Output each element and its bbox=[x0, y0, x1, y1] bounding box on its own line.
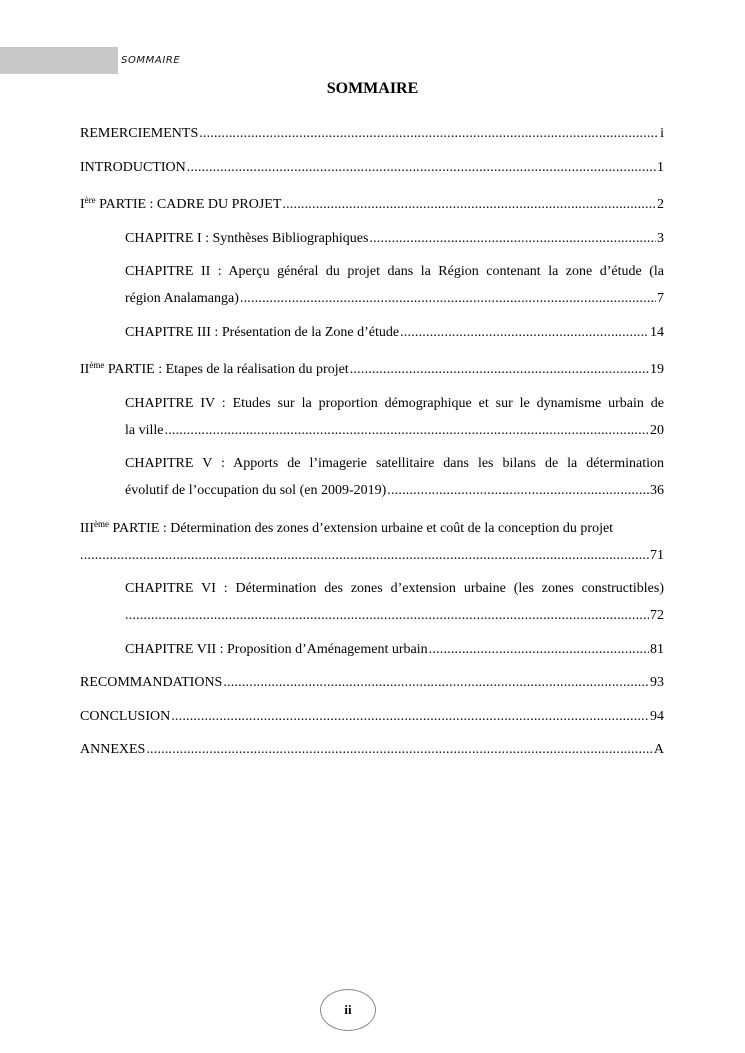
toc-entry-title bbox=[80, 511, 664, 542]
toc-entry-part1[interactable] bbox=[80, 187, 664, 218]
toc-entry-line2 bbox=[125, 477, 664, 504]
toc-page-number: 1 bbox=[657, 159, 664, 175]
toc-page-number: 93 bbox=[650, 675, 664, 690]
toc-entry-title-line2: la ville bbox=[125, 422, 164, 438]
toc-page-number: 20 bbox=[650, 422, 664, 438]
toc-leader bbox=[165, 417, 650, 444]
toc-entry-title bbox=[80, 187, 281, 218]
toc-entry-chapitre-7[interactable] bbox=[80, 636, 664, 663]
toc-page-number: 94 bbox=[650, 708, 664, 724]
part-title: PARTIE : Etapes de la réalisation du projet bbox=[104, 362, 349, 377]
toc-entry-chapitre-1[interactable] bbox=[80, 225, 664, 252]
toc-entry-title: REMERCIEMENTS bbox=[80, 126, 199, 141]
toc-entry-title-line2: région Analamanga) bbox=[125, 291, 239, 306]
toc-leader bbox=[387, 477, 649, 504]
toc-entry-title: RECOMMANDATIONS bbox=[80, 675, 223, 690]
toc-leader bbox=[240, 285, 656, 312]
toc-leader bbox=[400, 319, 649, 346]
toc-entry-title-line1: CHAPITRE II : Aperçu général du projet dans la Région contenant la zone d’étude (la bbox=[125, 264, 664, 279]
part-title: PARTIE : Détermination des zones d’extension urbaine et coût de la conception du projet bbox=[109, 520, 614, 536]
toc-leader bbox=[350, 356, 649, 383]
toc-entry-chapitre-5[interactable] bbox=[80, 450, 664, 504]
part-title: PARTIE : CADRE DU PROJET bbox=[95, 197, 282, 212]
toc-page-number: 19 bbox=[650, 362, 664, 377]
toc-entry-part3[interactable] bbox=[80, 511, 664, 569]
toc-entry-line2 bbox=[125, 285, 664, 312]
part-superscript: ème bbox=[94, 518, 109, 529]
page-title: SOMMAIRE bbox=[326, 80, 419, 97]
toc-entry-title: ANNEXES bbox=[80, 742, 146, 757]
toc-leader bbox=[171, 703, 649, 730]
header-bar bbox=[0, 47, 118, 74]
page-number: ii bbox=[320, 989, 376, 1031]
toc-page-number: A bbox=[653, 742, 664, 757]
toc-entry-chapitre-6[interactable] bbox=[80, 575, 664, 629]
toc-entry-title-line2: évolutif de l’occupation du sol (en 2009-2019) bbox=[125, 483, 387, 498]
toc-leader bbox=[80, 542, 649, 569]
part-number: III bbox=[80, 520, 94, 536]
part-number: I bbox=[80, 197, 85, 212]
toc-entry-chapitre-2[interactable] bbox=[80, 258, 664, 312]
toc-entry-annexes[interactable] bbox=[80, 736, 664, 763]
toc-page-number: 14 bbox=[650, 324, 664, 340]
toc-leader bbox=[199, 120, 659, 147]
toc-page-number: 3 bbox=[657, 230, 664, 246]
toc-leader bbox=[282, 191, 656, 218]
toc-entry-line2 bbox=[125, 417, 664, 444]
toc-entry-title-line1: CHAPITRE V : Apports de l’imagerie satellitaire dans les bilans de la détermination bbox=[125, 456, 664, 471]
toc-page-number: 2 bbox=[657, 197, 664, 212]
toc-entry-title-line1: CHAPITRE IV : Etudes sur la proportion démographique et sur le dynamisme urbain de bbox=[125, 395, 664, 411]
toc-entry-part2[interactable] bbox=[80, 352, 664, 383]
toc-leader bbox=[146, 736, 653, 763]
toc-page-number: 81 bbox=[650, 641, 664, 657]
toc-entry-line2 bbox=[80, 542, 664, 569]
toc-entry-title bbox=[80, 352, 349, 383]
toc-entry-chapitre-3[interactable] bbox=[80, 319, 664, 346]
toc-entry-title: CHAPITRE III : Présentation de la Zone d’étude bbox=[125, 324, 400, 340]
toc-leader bbox=[223, 669, 649, 696]
toc-entry-title: CONCLUSION bbox=[80, 708, 171, 724]
part-superscript: ère bbox=[84, 195, 96, 205]
toc-entry-remerciements[interactable] bbox=[80, 120, 664, 147]
header-label: SOMMAIRE bbox=[121, 55, 181, 66]
toc-entry-title-line1: CHAPITRE VI : Détermination des zones d’extension urbaine (les zones constructibles) bbox=[125, 581, 664, 596]
part-number: II bbox=[80, 362, 90, 377]
toc-leader bbox=[369, 225, 656, 252]
toc-entry-title: CHAPITRE VII : Proposition d’Aménagement urbain bbox=[125, 641, 428, 657]
toc-entry-chapitre-4[interactable] bbox=[80, 390, 664, 444]
part-superscript: ème bbox=[89, 360, 105, 370]
toc-entry-title: INTRODUCTION bbox=[80, 159, 186, 175]
toc-page-number: 71 bbox=[650, 547, 664, 563]
toc-entry-conclusion[interactable] bbox=[80, 703, 664, 730]
toc-page-number: i bbox=[660, 126, 664, 141]
toc-page-number: 72 bbox=[650, 608, 664, 623]
toc-leader bbox=[429, 636, 649, 663]
toc-entry-recommandations[interactable] bbox=[80, 669, 664, 696]
toc-entry-line2 bbox=[125, 602, 664, 629]
toc-page-number: 7 bbox=[657, 291, 664, 306]
toc-page-number: 36 bbox=[650, 483, 664, 498]
table-of-contents bbox=[80, 120, 664, 770]
toc-leader bbox=[125, 602, 649, 629]
toc-leader bbox=[187, 154, 656, 181]
toc-entry-introduction[interactable] bbox=[80, 154, 664, 181]
toc-entry-title: CHAPITRE I : Synthèses Bibliographiques bbox=[125, 230, 369, 246]
